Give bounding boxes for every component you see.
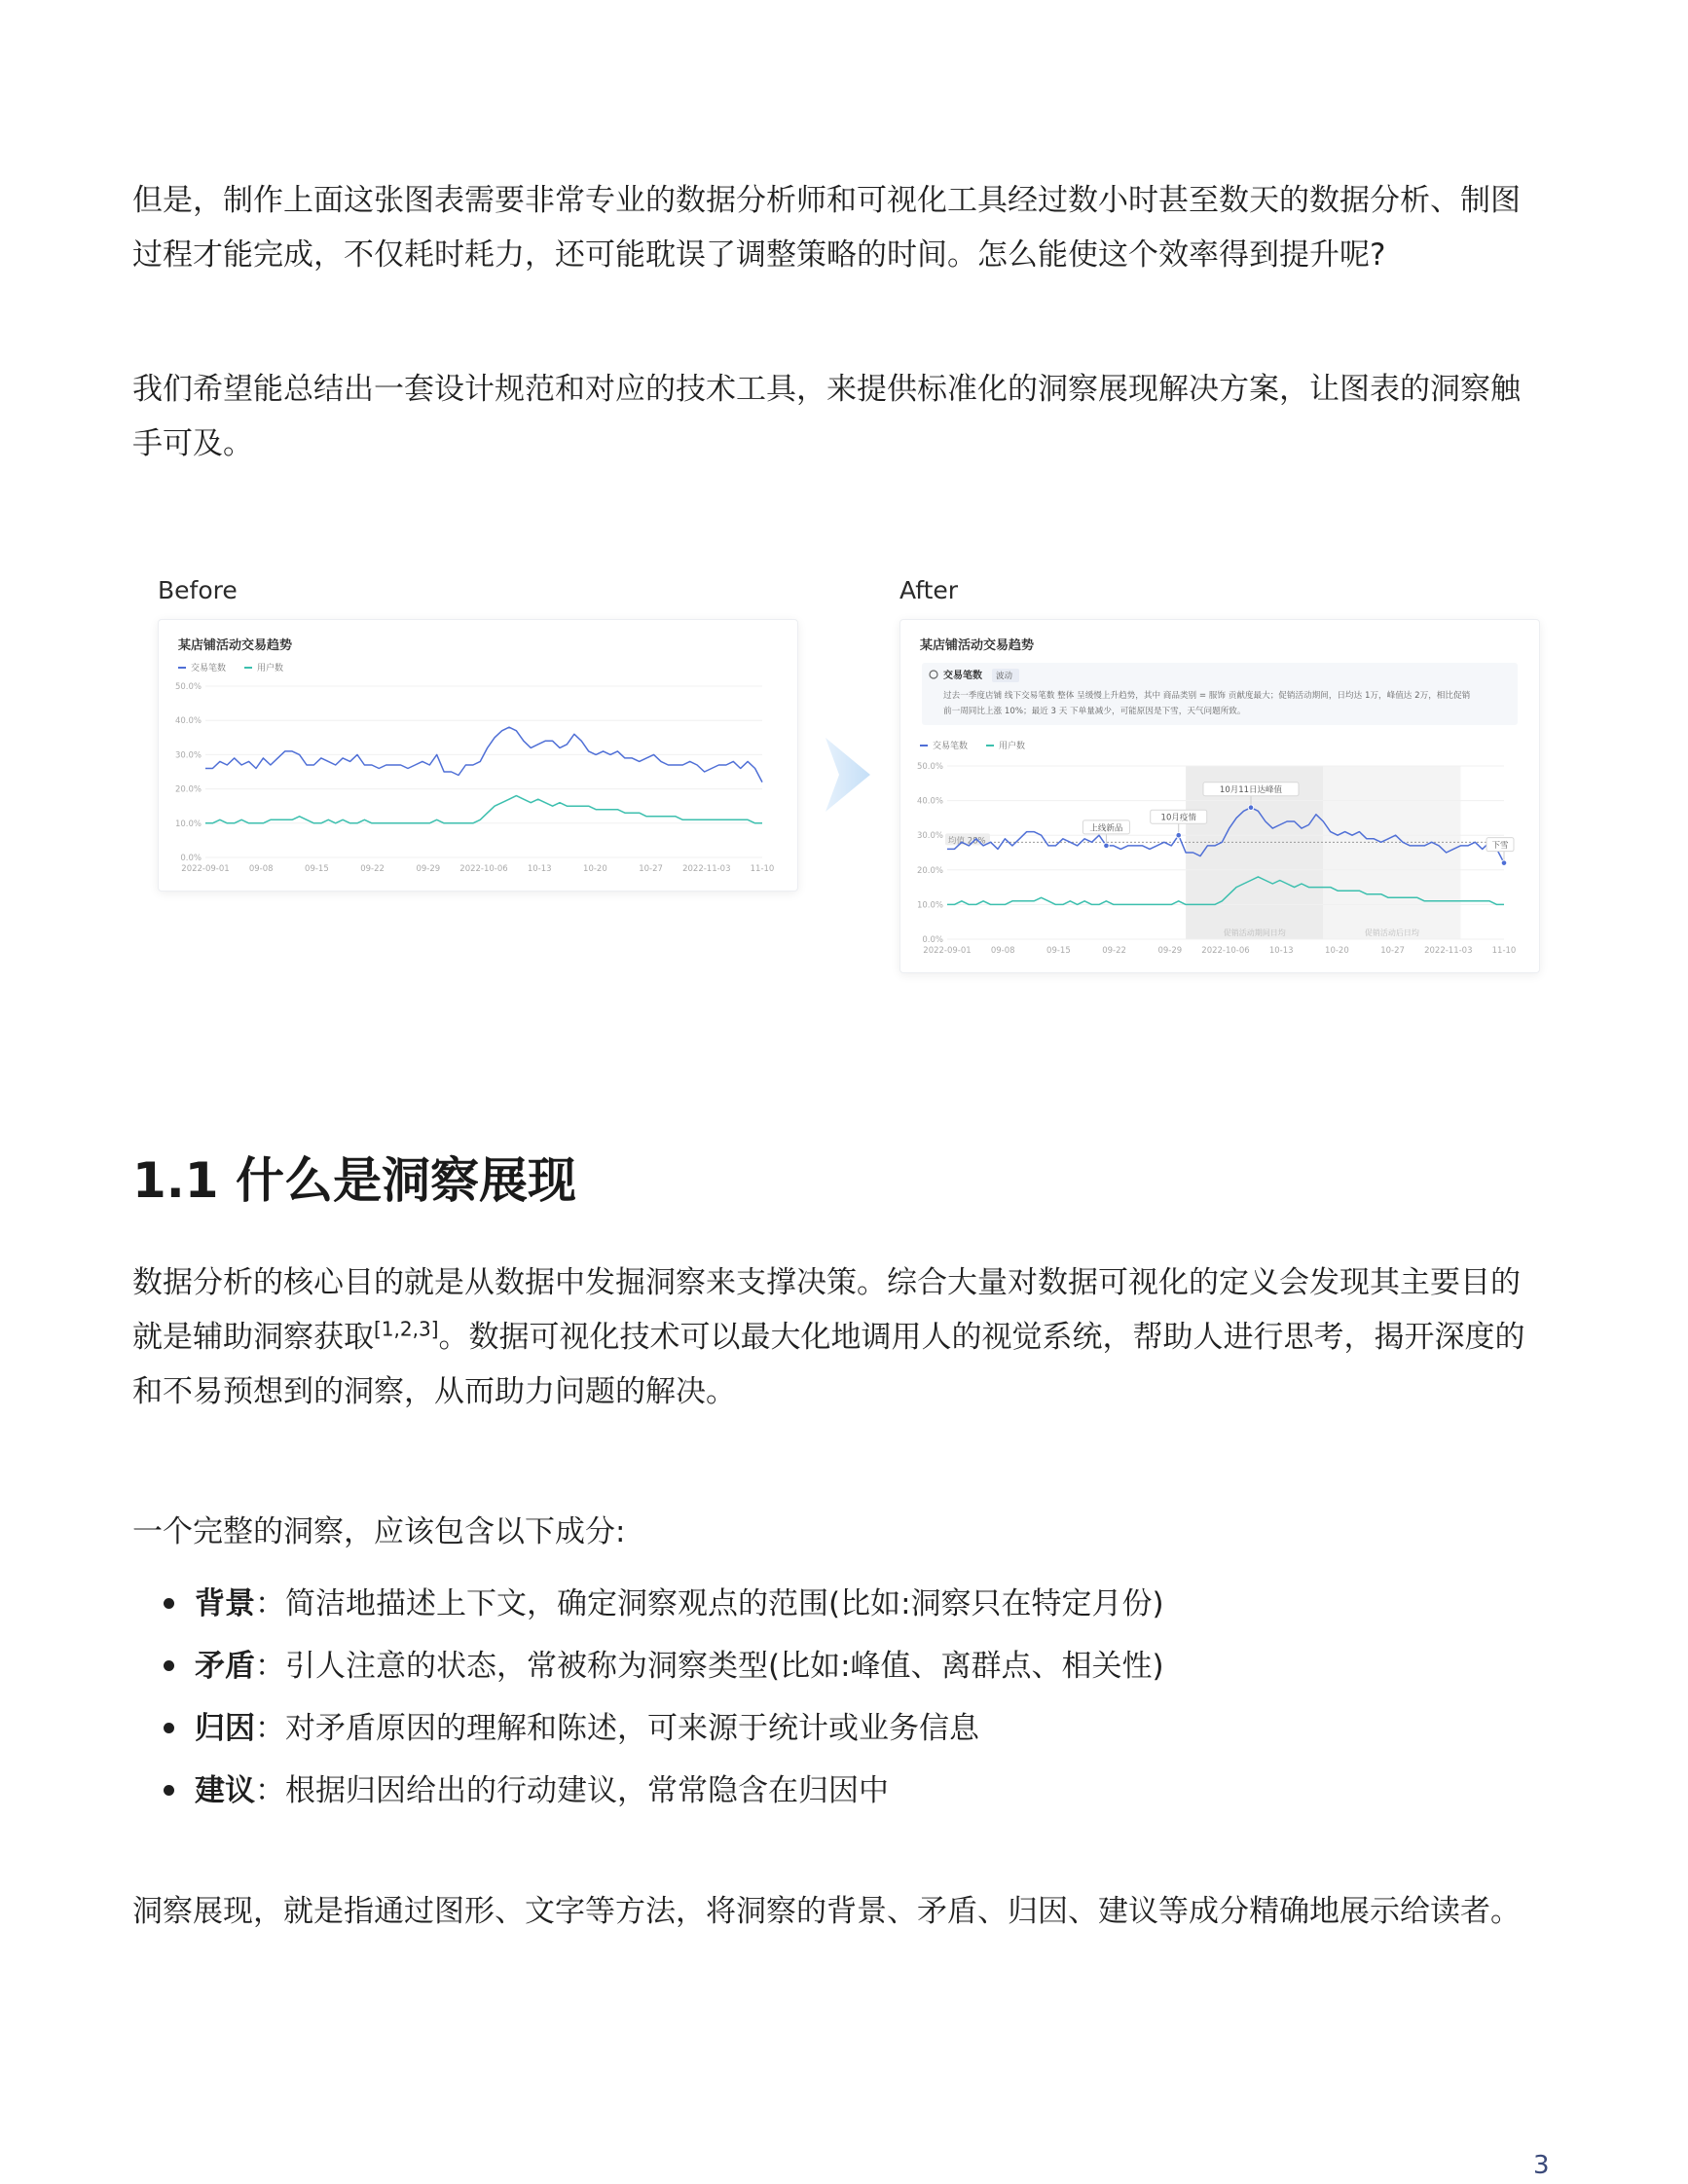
x-tick-label: 10-13 — [527, 864, 552, 874]
y-tick-label: 10.0% — [174, 819, 202, 829]
definition-text-b: 。数据可视化技术可以最大化地调用人的视觉系统，帮助人进行思考，揭开深度的和不易预想到的洞察，从而助力问题的解决。 — [132, 1320, 1525, 1409]
x-tick-label: 2022-11-03 — [682, 864, 731, 874]
x-tick-label: 2022-10-06 — [459, 864, 508, 874]
chart-title: 某店铺活动交易趋势 — [178, 638, 293, 653]
insight-text-line1: 过去一季度店铺 线下交易笔数 整体 呈缓慢上升趋势，其中 商品类别 = 服饰 贡献度最大；促销活动期间，日均达 1万，峰值达 2万，相比促销 — [943, 691, 1471, 701]
annotation-point — [1248, 805, 1254, 811]
arrow-right-icon — [816, 738, 874, 812]
list-term: 归因 — [195, 1711, 255, 1746]
list-item — [132, 1577, 1534, 1639]
y-tick-label: 0.0% — [922, 935, 943, 945]
before-chart-card — [158, 619, 798, 892]
series-line — [205, 796, 762, 823]
x-tick-label: 09-29 — [416, 864, 441, 874]
after-chart — [900, 620, 1539, 972]
definition-text-a: 数据分析的核心目的就是从数据中发掘洞察来支撑决策。综合大量对数据可视化的定义会发现其主要目的就是辅助洞察获取 — [132, 1265, 1521, 1355]
x-tick-label: 2022-10-06 — [1201, 946, 1250, 956]
list-separator: ： — [255, 1649, 285, 1684]
x-tick-label: 10-27 — [1380, 946, 1405, 956]
y-tick-label: 30.0% — [916, 831, 943, 842]
x-tick-label: 2022-09-01 — [923, 946, 972, 956]
legend-label: 交易笔数 — [933, 742, 969, 751]
x-tick-label: 11-10 — [750, 864, 775, 874]
insight-title: 交易笔数 — [943, 671, 982, 681]
citation-ref[interactable]: [1,2,3] — [374, 1317, 439, 1341]
y-tick-label: 20.0% — [916, 865, 943, 876]
x-tick-label: 09-08 — [990, 946, 1015, 956]
section-heading: 1.1 什么是洞察展现 — [132, 1152, 576, 1209]
components-intro: 一个完整的洞察，应该包含以下成分: — [132, 1514, 626, 1549]
legend-label: 用户数 — [257, 664, 284, 673]
components-list — [132, 1577, 1534, 1826]
insight-text-line2: 前一周同比上涨 10%；最近 3 天 下单量减少，可能原因是下雪，天气问题所致。 — [943, 707, 1246, 716]
legend-label: 用户数 — [999, 742, 1026, 751]
list-term: 建议 — [195, 1773, 255, 1808]
x-tick-label: 10-20 — [583, 864, 607, 874]
before-caption: Before — [158, 576, 238, 604]
list-separator: ： — [255, 1586, 285, 1621]
y-tick-label: 0.0% — [180, 854, 202, 863]
annotation-point — [1501, 860, 1507, 866]
list-item — [132, 1639, 1534, 1701]
y-tick-label: 50.0% — [916, 762, 943, 772]
intro-paragraph-1: 但是，制作上面这张图表需要非常专业的数据分析师和可视化工具经过数小时甚至数天的数据分析、制图过程才能完成，不仅耗时耗力，还可能耽误了调整策略的时间。怎么能使这个效率得到提升呢? — [132, 183, 1521, 273]
x-tick-label: 10-20 — [1325, 946, 1349, 956]
list-term: 矛盾 — [195, 1649, 255, 1684]
before-chart — [159, 620, 797, 891]
list-separator: ： — [255, 1773, 285, 1808]
x-tick-label: 2022-09-01 — [181, 864, 230, 874]
x-tick-label: 09-29 — [1157, 946, 1183, 956]
x-tick-label: 10-27 — [639, 864, 663, 874]
list-desc: 根据归因给出的行动建议，常常隐含在归因中 — [285, 1773, 889, 1808]
bullet-dot-icon — [164, 1598, 174, 1609]
x-tick-label: 11-10 — [1491, 946, 1517, 956]
list-term: 背景 — [195, 1586, 255, 1621]
chart-title: 某店铺活动交易趋势 — [920, 638, 1035, 653]
list-item — [132, 1701, 1534, 1764]
annotation-point — [1176, 832, 1182, 838]
x-tick-label: 2022-11-03 — [1424, 946, 1473, 956]
intro-paragraph-2: 我们希望能总结出一套设计规范和对应的技术工具，来提供标准化的洞察展现解决方案，让图表的洞察触手可及。 — [132, 372, 1521, 461]
definition-paragraph — [132, 1256, 1534, 1419]
shaded-region — [1323, 766, 1460, 939]
annotation-label: 10月11日达峰值 — [1219, 785, 1283, 796]
legend-label: 交易笔数 — [191, 664, 227, 673]
shaded-region-label: 促销活动后日均 — [1364, 928, 1419, 937]
shaded-region-label: 促销活动期间日均 — [1223, 928, 1286, 937]
y-tick-label: 30.0% — [174, 750, 202, 761]
list-separator: ： — [255, 1711, 285, 1746]
annotation-point — [1104, 843, 1110, 849]
y-tick-label: 40.0% — [916, 796, 943, 807]
bullet-dot-icon — [164, 1660, 174, 1671]
x-tick-label: 09-22 — [1102, 946, 1126, 956]
conclusion-paragraph: 洞察展现，就是指通过图形、文字等方法，将洞察的背景、矛盾、归因、建议等成分精确地展示给读者。 — [132, 1894, 1521, 1929]
bullet-dot-icon — [164, 1785, 174, 1796]
x-tick-label: 09-15 — [1046, 946, 1071, 956]
x-tick-label: 10-13 — [1268, 946, 1294, 956]
annotation-label: 10月疫情 — [1160, 813, 1196, 823]
list-desc: 对矛盾原因的理解和陈述，可来源于统计或业务信息 — [285, 1711, 979, 1746]
y-tick-label: 20.0% — [174, 784, 202, 795]
page-number: 3 — [1533, 2151, 1550, 2180]
average-label: 均值 28% — [948, 836, 986, 847]
y-tick-label: 50.0% — [174, 682, 202, 692]
after-caption: After — [899, 576, 959, 604]
bullet-dot-icon — [164, 1723, 174, 1733]
x-tick-label: 09-22 — [360, 864, 385, 874]
list-desc: 简洁地描述上下文，确定洞察观点的范围(比如:洞察只在特定月份) — [285, 1586, 1164, 1621]
x-tick-label: 09-08 — [248, 864, 274, 874]
x-tick-label: 09-15 — [305, 864, 329, 874]
list-item — [132, 1764, 1534, 1826]
annotation-label: 下雪 — [1491, 841, 1509, 852]
annotation-label: 上线新品 — [1089, 823, 1123, 834]
list-desc: 引人注意的状态，常被称为洞察类型(比如:峰值、离群点、相关性) — [285, 1649, 1164, 1684]
y-tick-label: 10.0% — [916, 900, 943, 911]
y-tick-label: 40.0% — [174, 716, 202, 727]
insight-tag: 波动 — [996, 672, 1013, 681]
after-chart-card — [899, 619, 1540, 973]
